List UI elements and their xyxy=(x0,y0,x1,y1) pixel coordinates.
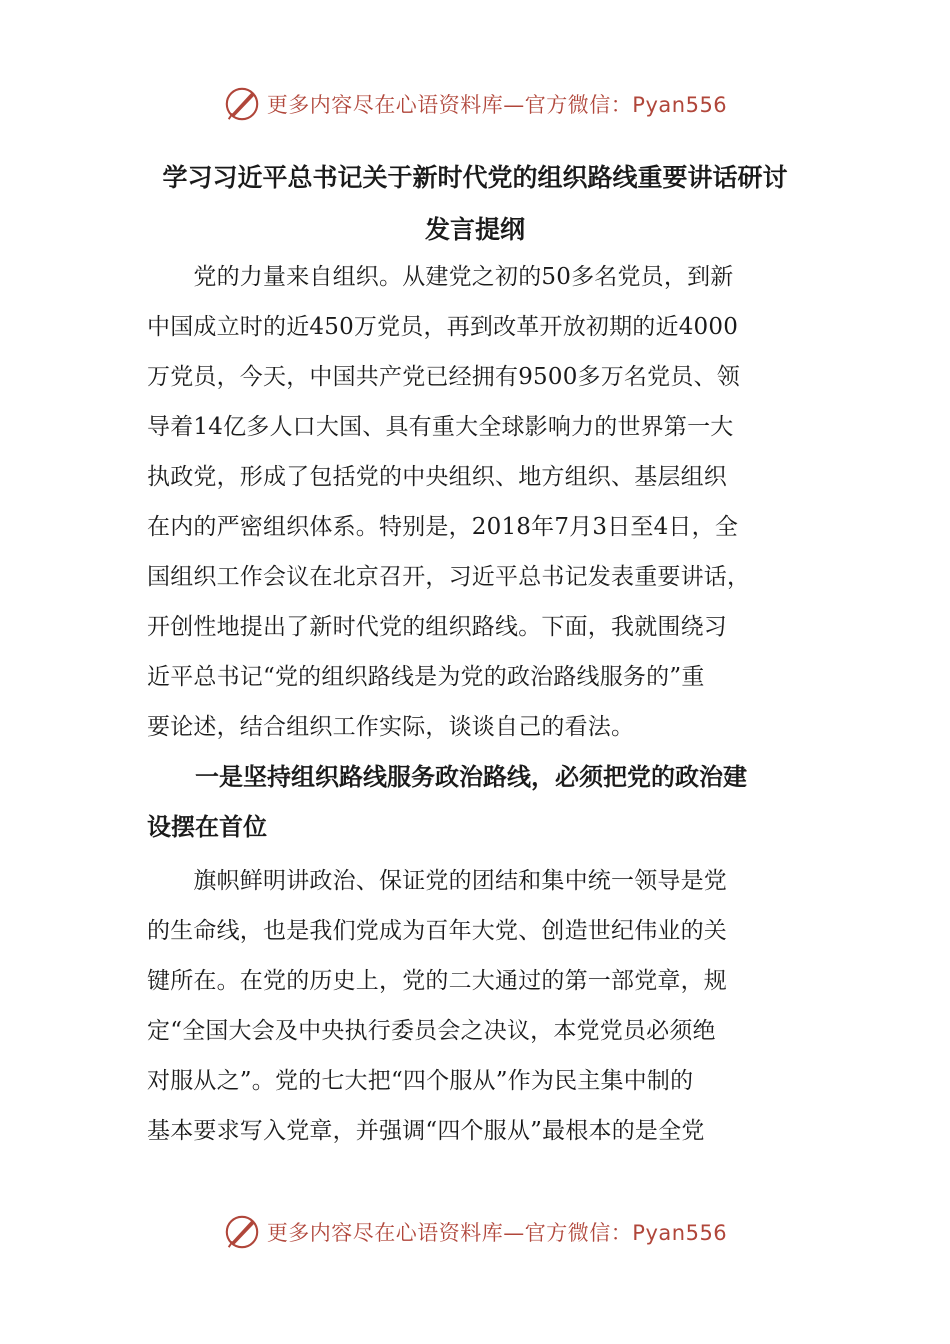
paragraph-line: 对服从之”。党的七大把“四个服从”作为民主集中制的 xyxy=(147,1068,694,1094)
paragraph-line: 的生命线，也是我们党成为百年大党、创造世纪伟业的关 xyxy=(147,918,727,944)
paragraph-line: 定“全国大会及中央执行委员会之决议，本党党员必须绝 xyxy=(147,1018,716,1044)
paragraph-line: 执政党，形成了包括党的中央组织、地方组织、基层组织 xyxy=(147,464,727,490)
paragraph-line: 近平总书记“党的组织路线是为党的政治路线服务的”重 xyxy=(147,664,705,690)
title-line-1: 学习习近平总书记关于新时代党的组织路线重要讲话研讨 xyxy=(162,163,788,192)
paragraph-line: 中国成立时的近450万党员，再到改革开放初期的近4000 xyxy=(147,314,739,340)
title-line-2: 发言提纲 xyxy=(424,215,525,244)
paragraph-line: 基本要求写入党章，并强调“四个服从”最根本的是全党 xyxy=(147,1118,705,1144)
paragraph-intro xyxy=(147,252,807,752)
quill-pen-logo-icon xyxy=(223,1213,261,1251)
document-title xyxy=(130,152,820,256)
paragraph-line: 导着14亿多人口大国、具有重大全球影响力的世界第一大 xyxy=(147,414,734,440)
paragraph-line: 万党员，今天，中国共产党已经拥有9500多万名党员、领 xyxy=(147,364,740,390)
section-heading-1 xyxy=(147,752,807,852)
paragraph-line: 键所在。在党的历史上，党的二大通过的第一部党章，规 xyxy=(147,968,727,994)
paragraph-line: 党的力量来自组织。从建党之初的50多名党员，到新 xyxy=(147,264,734,290)
paragraph-line: 要论述，结合组织工作实际，谈谈自己的看法。 xyxy=(147,714,635,740)
banner-text: 更多内容尽在心语资料库—官方微信：Pyan556 xyxy=(266,1221,728,1245)
paragraph-line: 开创性地提出了新时代党的组织路线。下面，我就围绕习 xyxy=(147,614,727,640)
footer-banner xyxy=(0,1212,950,1252)
paragraph-line: 国组织工作会议在北京召开，习近平总书记发表重要讲话， xyxy=(147,564,751,590)
paragraph-line: 在内的严密组织体系。特别是，2018年7月3日至4日，全 xyxy=(147,514,739,540)
banner-text: 更多内容尽在心语资料库—官方微信：Pyan556 xyxy=(266,93,728,117)
heading-line: 一是坚持组织路线服务政治路线，必须把党的政治建 xyxy=(147,763,747,791)
heading-line: 设摆在首位 xyxy=(147,813,267,841)
paragraph-section-1 xyxy=(147,856,807,1156)
paragraph-line: 旗帜鲜明讲政治、保证党的团结和集中统一领导是党 xyxy=(147,868,727,894)
quill-pen-logo-icon xyxy=(223,85,261,123)
header-banner xyxy=(0,84,950,124)
